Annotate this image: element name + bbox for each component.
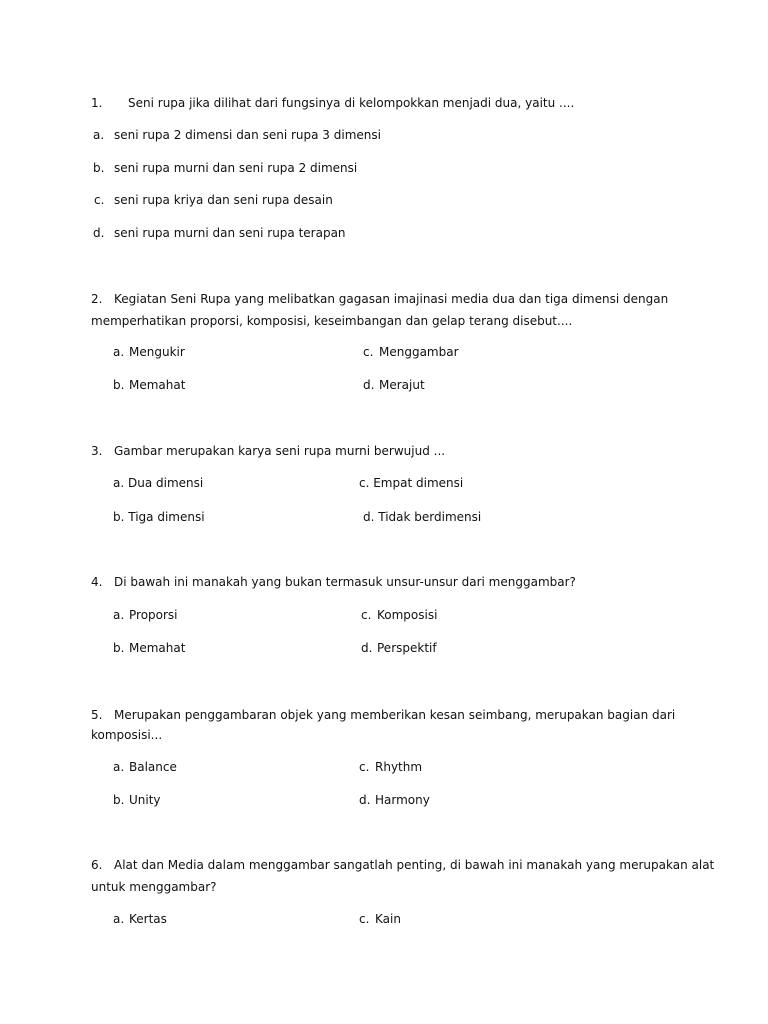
question-text-line-1: Alat dan Media dalam menggambar sangatlah penting, di bawah ini manakah yang merupakan alat <box>114 858 715 872</box>
option-letter: d. <box>359 793 371 807</box>
option-text: Mengukir <box>129 345 185 359</box>
question-number: 2. <box>91 292 103 306</box>
option-text: Menggambar <box>379 345 459 359</box>
option-letter: c. <box>359 760 370 774</box>
option-letter: a. <box>93 128 105 142</box>
option-text: d. Tidak berdimensi <box>363 510 482 524</box>
option-letter: d. <box>93 226 105 240</box>
option-text: Balance <box>129 760 177 774</box>
option-letter: c. <box>363 345 374 359</box>
option-letter: a. <box>113 608 125 622</box>
option-text: Kertas <box>129 912 167 926</box>
option-letter: b. <box>113 793 125 807</box>
question-number: 1. <box>91 96 103 110</box>
question-text-line-1: Merupakan penggambaran objek yang memberikan kesan seimbang, merupakan bagian dari <box>114 708 676 722</box>
question-text-line-2: untuk menggambar? <box>91 880 217 894</box>
option-letter: a. <box>113 912 125 926</box>
option-text: Merajut <box>379 378 425 392</box>
option-text: a. Dua dimensi <box>113 476 204 490</box>
question-text-line-1: Kegiatan Seni Rupa yang melibatkan gagasan imajinasi media dua dan tiga dimensi dengan <box>114 292 669 306</box>
question-text-line-2: komposisi... <box>91 728 163 742</box>
option-letter: c. <box>361 608 372 622</box>
question-number: 4. <box>91 575 103 589</box>
option-text: Memahat <box>129 641 186 655</box>
option-letter: c. <box>94 193 105 207</box>
option-letter: d. <box>361 641 373 655</box>
option-text: Rhythm <box>375 760 423 774</box>
option-letter: a. <box>113 345 125 359</box>
option-letter: d. <box>363 378 375 392</box>
question-number: 3. <box>91 444 103 458</box>
option-letter: b. <box>113 641 125 655</box>
option-text: c. Empat dimensi <box>359 476 464 490</box>
option-text: Harmony <box>375 793 430 807</box>
option-text: Kain <box>375 912 401 926</box>
option-letter: a. <box>113 760 125 774</box>
option-letter: b. <box>113 378 125 392</box>
option-text: Komposisi <box>377 608 438 622</box>
question-text: Di bawah ini manakah yang bukan termasuk unsur-unsur dari menggambar? <box>114 575 576 589</box>
option-text: b. Tiga dimensi <box>113 510 205 524</box>
option-letter: b. <box>93 161 105 175</box>
option-text: seni rupa 2 dimensi dan seni rupa 3 dimensi <box>114 128 381 142</box>
option-text: Memahat <box>129 378 186 392</box>
option-text: seni rupa murni dan seni rupa terapan <box>114 226 346 240</box>
option-letter: c. <box>359 912 370 926</box>
option-text: Perspektif <box>377 641 437 655</box>
question-text: Seni rupa jika dilihat dari fungsinya di kelompokkan menjadi dua, yaitu .... <box>128 96 575 110</box>
option-text: seni rupa kriya dan seni rupa desain <box>114 193 333 207</box>
question-text-line-2: memperhatikan proporsi, komposisi, keseimbangan dan gelap terang disebut.... <box>91 314 573 328</box>
option-text: Proporsi <box>129 608 178 622</box>
question-number: 5. <box>91 708 103 722</box>
option-text: seni rupa murni dan seni rupa 2 dimensi <box>114 161 358 175</box>
question-text: Gambar merupakan karya seni rupa murni berwujud ... <box>114 444 446 458</box>
question-number: 6. <box>91 858 103 872</box>
option-text: Unity <box>129 793 161 807</box>
